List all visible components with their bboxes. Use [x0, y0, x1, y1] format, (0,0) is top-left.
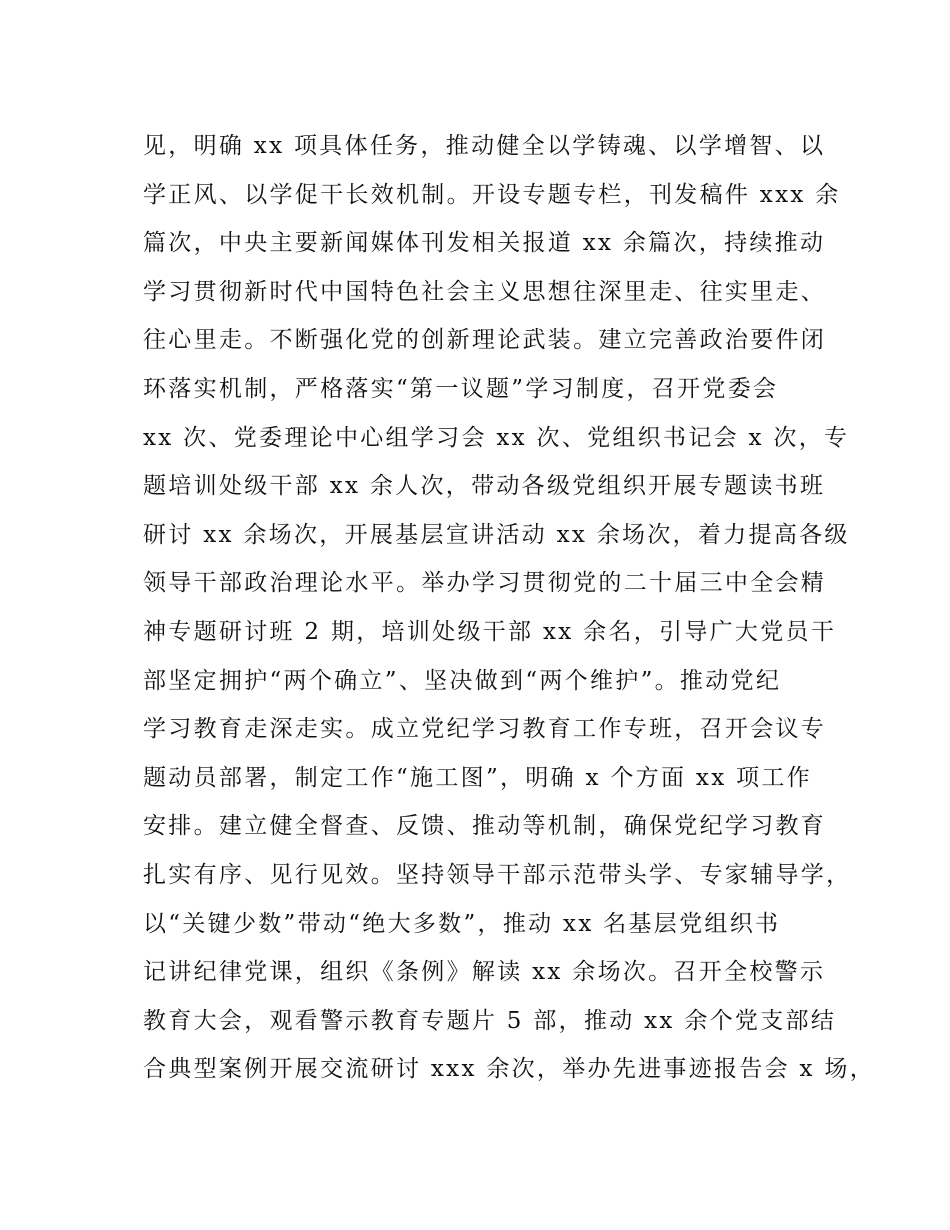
text-line: 安排。建立健全督查、反馈、推动等机制，确保党纪学习教育 — [143, 813, 827, 840]
text-line: 合典型案例开展交流研讨 xxx 余次，举办先进事迹报告会 x 场， — [143, 1056, 876, 1083]
text-line: 往心里走。不断强化党的创新理论武装。建立完善政治要件闭 — [143, 327, 827, 354]
text-line: 神专题研讨班 2 期，培训处级干部 xx 余名，引导广大党员干 — [143, 618, 837, 645]
text-line: 题动员部署，制定工作“施工图”，明确 x 个方面 xx 项工作 — [143, 764, 812, 791]
text-line: xx 次、党委理论中心组学习会 xx 次、党组织书记会 x 次，专 — [143, 424, 850, 451]
text-line: 学正风、以学促干长效机制。开设专题专栏，刊发稿件 xxx 余 — [143, 181, 841, 208]
body-text — [143, 122, 876, 1094]
text-line: 以“关键少数”带动“绝大多数”，推动 xx 名基层党组织书 — [143, 910, 781, 937]
text-line: 环落实机制，严格落实“第一议题”学习制度，召开党委会 — [143, 375, 779, 402]
text-line: 篇次，中央主要新闻媒体刊发相关报道 xx 余篇次，持续推动 — [143, 230, 826, 257]
text-line: 学习贯彻新时代中国特色社会主义思想往深里走、往实里走、 — [143, 278, 827, 305]
text-line: 教育大会，观看警示教育专题片 5 部，推动 xx 余个党支部结 — [143, 1007, 837, 1034]
text-line: 见，明确 xx 项具体任务，推动健全以学铸魂、以学增智、以 — [143, 133, 826, 159]
text-line: 记讲纪律党课，组织《条例》解读 xx 余场次。召开全校警示 — [143, 959, 826, 986]
text-line: 研讨 xx 余场次，开展基层宣讲活动 xx 余场次，着力提高各级 — [143, 521, 850, 548]
text-line: 题培训处级干部 xx 余人次，带动各级党组织开展专题读书班 — [143, 473, 826, 500]
text-line: 扎实有序、见行见效。坚持领导干部示范带头学、专家辅导学， — [143, 861, 852, 888]
text-line: 部坚定拥护“两个确立”、坚决做到“两个维护”。推动党纪 — [143, 667, 782, 694]
text-line: 领导干部政治理论水平。举办学习贯彻党的二十届三中全会精 — [143, 570, 827, 597]
text-line: 学习教育走深走实。成立党纪学习教育工作专班，召开会议专 — [143, 716, 827, 743]
